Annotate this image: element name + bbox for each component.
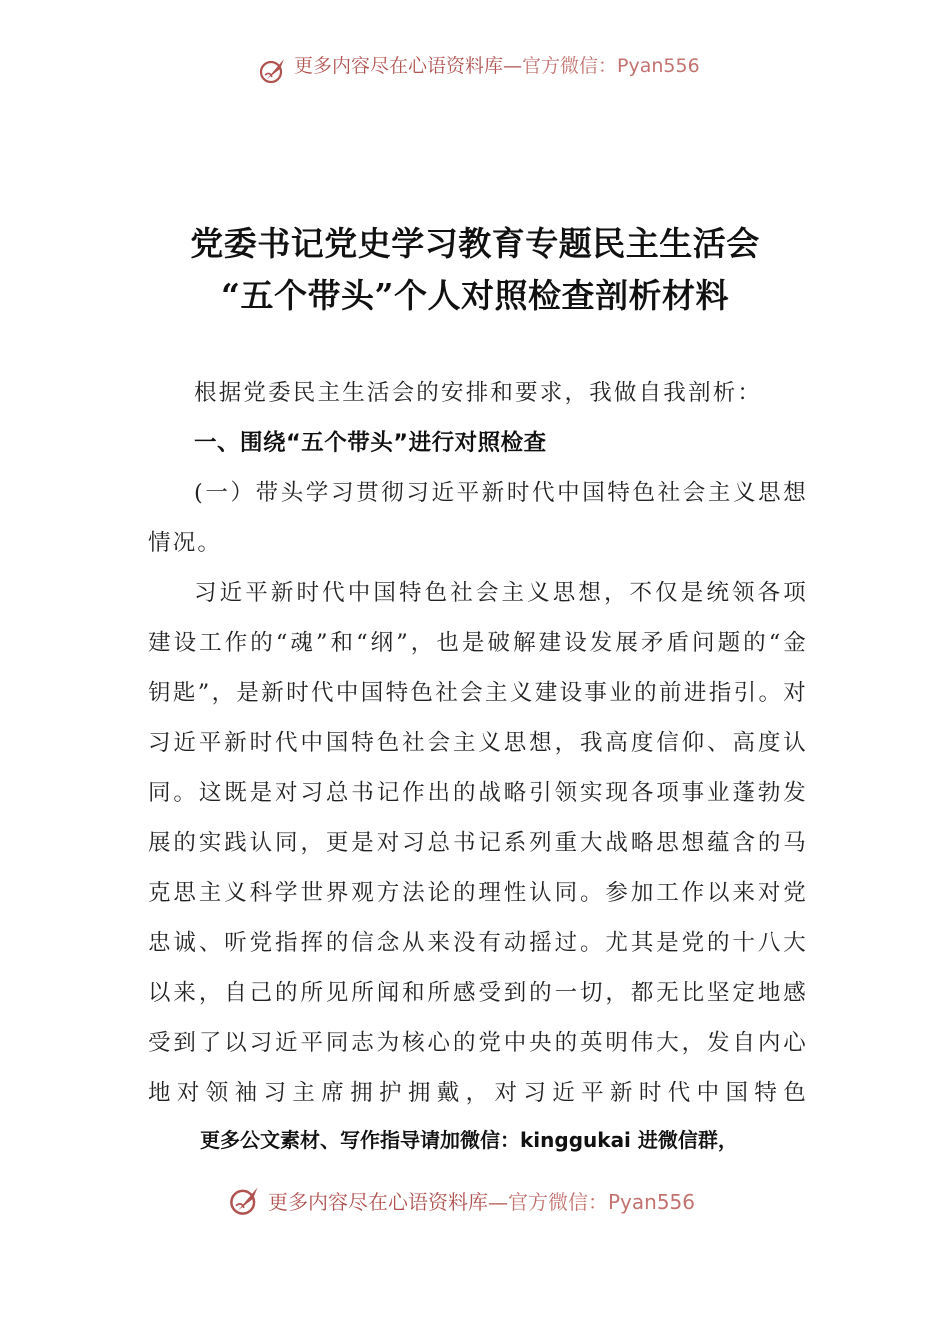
- watermark-wechat-id: Pyan556: [608, 1189, 696, 1214]
- document-title-line-1: 党委书记党史学习教育专题民主生活会: [190, 224, 760, 263]
- quill-logo-icon: [228, 1183, 262, 1217]
- subsection-heading: (一）带头学习贯彻习近平新时代中国特色社会主义思想情况。: [148, 480, 808, 556]
- watermark-top: [258, 55, 700, 85]
- watermark-text: 更多内容尽在心语资料库—: [294, 55, 523, 77]
- document-body: [148, 368, 808, 1118]
- body-paragraph: 习近平新时代中国特色社会主义思想，不仅是统领各项建设工作的“魂”和“纲”，也是破解建设发展矛盾问题的“金钥匙”，是新时代中国特色社会主义建设事业的前进指引。对习近平新时代中国特色社会主义思想，我高度信仰、高度认同。这既是对习总书记作出的战略引领实现各项事业蓬勃发展的实践认同，更是对习总书记系列重大战略思想蕴含的马克思主义科学世界观方法论的理性认同。参加工作以来对党忠诚、听党指挥的信念从来没有动摇过。尤其是党的十八大以来，自己的所见所闻和所感受到的一切，都无比坚定地感受到了以习近平同志为核心的党中央的英明伟大，发自内心地对领袖习主席拥护拥戴，对习近平新时代中国特色: [148, 580, 808, 1106]
- watermark-wechat-id: Pyan556: [617, 55, 700, 77]
- watermark-bottom: [228, 1183, 695, 1217]
- watermark-wechat-label: 官方微信：: [508, 1189, 608, 1214]
- watermark-text: 更多内容尽在心语资料库—: [268, 1189, 508, 1214]
- section-heading: 一、围绕“五个带头”进行对照检查: [194, 430, 547, 456]
- intro-paragraph: 根据党委民主生活会的安排和要求，我做自我剖析：: [194, 380, 763, 406]
- quill-logo-icon: [258, 55, 288, 85]
- watermark-wechat-label: 官方微信：: [522, 55, 618, 77]
- footer-contact-note: 更多公文素材、写作指导请加微信：kinggukai 进微信群，: [200, 1128, 738, 1152]
- document-title-line-2: “五个带头”个人对照检查剖析材料: [221, 276, 729, 315]
